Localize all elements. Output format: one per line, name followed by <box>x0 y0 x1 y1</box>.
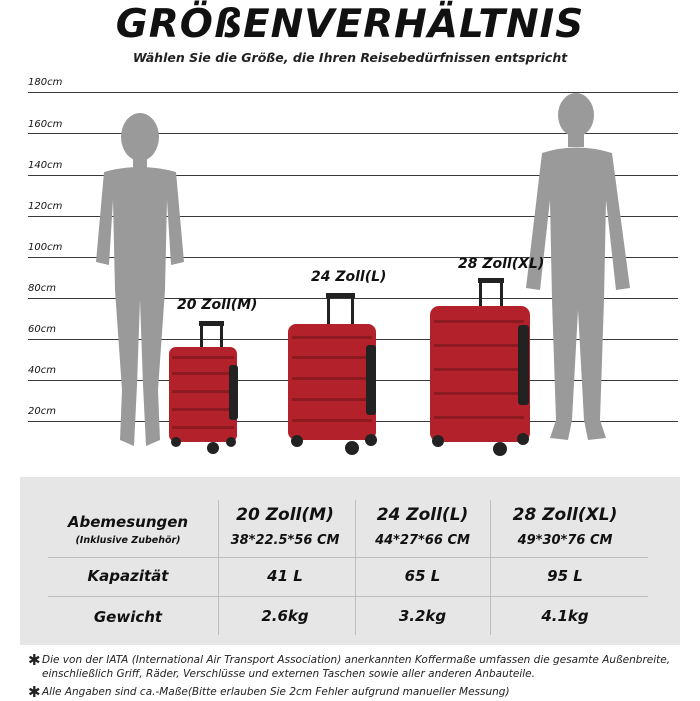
weight-large: 4.1kg <box>541 607 589 625</box>
row-sublabel-dimensions: (Inklusive Zubehör) <box>75 535 181 546</box>
scale-label-60: 60cm <box>28 324 56 335</box>
weight-medium: 3.2kg <box>398 607 447 625</box>
scale-label-120: 120cm <box>28 201 63 212</box>
scale-label-180: 180cm <box>28 77 63 88</box>
table-divider <box>218 500 219 635</box>
row-label-weight: Gewicht <box>93 608 163 626</box>
row-label-dimensions: Abemesungen <box>67 513 189 531</box>
suitcase-label-large: 28 Zoll(XL) <box>458 256 545 272</box>
weight-small: 2.6kg <box>261 607 309 625</box>
footnote-measurement: Alle Angaben sind ca.-Maße(Bitte erlauben Sie 2cm Fehler aufgrund manueller Messung) <box>42 686 510 698</box>
capacity-large: 95 L <box>547 567 583 585</box>
suitcase-label-medium: 24 Zoll(L) <box>311 269 387 285</box>
scale-label-100: 100cm <box>28 242 63 253</box>
column-header-large: 28 Zoll(XL) <box>512 505 618 525</box>
table-divider <box>490 500 491 635</box>
scale-label-40: 40cm <box>28 365 56 376</box>
scale-label-80: 80cm <box>28 283 56 294</box>
column-header-medium: 24 Zoll(L) <box>376 505 469 525</box>
table-divider <box>48 557 648 558</box>
scale-label-140: 140cm <box>28 160 63 171</box>
scale-label-20: 20cm <box>28 406 56 417</box>
page-subtitle: Wählen Sie die Größe, die Ihren Reisebedürfnissen entspricht <box>132 50 568 65</box>
capacity-medium: 65 L <box>404 567 441 585</box>
asterisk-icon: ✱ <box>28 683 41 701</box>
dimensions-medium: 44*27*66 CM <box>375 533 470 548</box>
row-label-capacity: Kapazität <box>87 567 169 585</box>
table-divider <box>355 500 356 635</box>
footnote-iata: Die von der IATA (International Air Transport Association) anerkannten Koffermaße umfassen die gesamte Außenbreite, einschließlich Griff, Räder, Verschlüsse und externen Taschen sowie aller anderen Anbauteile. <box>42 654 671 680</box>
page-title: GRÖßENVERHÄLTNIS <box>115 2 585 47</box>
capacity-small: 41 L <box>267 567 303 585</box>
scale-label-160: 160cm <box>28 119 63 130</box>
dimensions-large: 49*30*76 CM <box>517 533 613 548</box>
suitcase-small <box>169 321 238 454</box>
dimensions-small: 38*22.5*56 CM <box>230 533 340 548</box>
suitcase-medium <box>288 293 377 455</box>
column-header-small: 20 Zoll(M) <box>236 505 334 525</box>
suitcase-large <box>430 278 530 456</box>
suitcase-label-small: 20 Zoll(M) <box>177 297 258 313</box>
table-divider <box>48 596 648 597</box>
asterisk-icon: ✱ <box>28 651 41 669</box>
